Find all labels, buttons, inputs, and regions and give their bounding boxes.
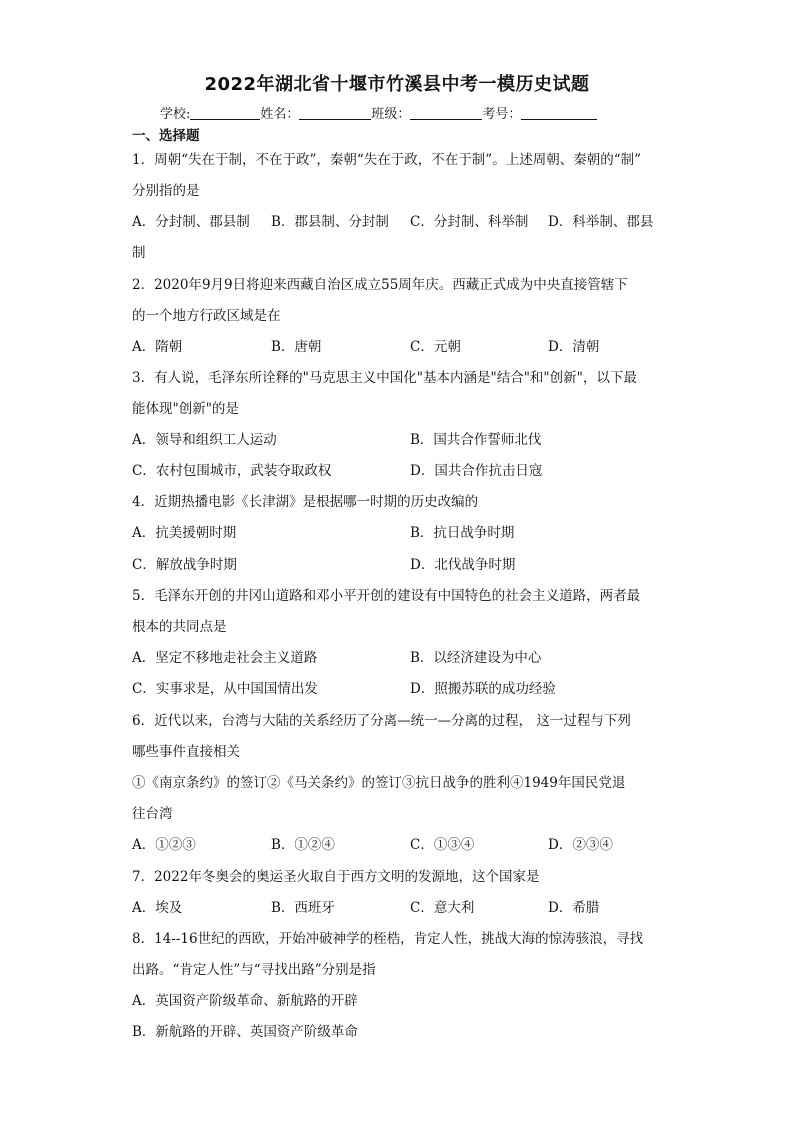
question-2-line-2: 的一个地方行政区域是在 [132, 308, 281, 324]
question-6-option-c: C．①③④ [410, 837, 475, 853]
question-2-line-1: 2．2020年9月9日将迎来西藏自治区成立55周年庆。西藏正式成为中央直接管辖下 [132, 277, 628, 293]
question-3-line-1: 3．有人说，毛泽东所诠释的"马克思主义中国化"基本内涵是"结合"和"创新"，以下最 [132, 370, 637, 386]
question-8-line-2: 出路。“肯定人性”与“寻找出路”分别是指 [132, 962, 376, 978]
question-7-option-b: B．西班牙 [271, 900, 335, 916]
page-title: 2022年湖北省十堰市竹溪县中考一模历史试题 [204, 74, 590, 95]
question-4-option-d: D．北伐战争时期 [410, 557, 516, 573]
question-5-line-2: 根本的共同点是 [132, 619, 227, 635]
exam-number-blank [521, 106, 597, 120]
question-1-option-c: C．分封制、科举制 [410, 214, 529, 230]
question-5-option-b: B．以经济建设为中心 [410, 650, 542, 666]
question-4-line-1: 4．近期热播电影《长津湖》是根据哪一时期的历史改编的 [132, 494, 479, 510]
class-label: 班级： [371, 107, 411, 122]
class-blank [410, 106, 482, 120]
question-7-option-d: D．希腊 [548, 900, 600, 916]
question-4-option-b: B．抗日战争时期 [410, 525, 515, 541]
question-1-option-d: D．科举制、郡县 [548, 214, 654, 230]
question-3-line-2: 能体现"创新"的是 [132, 401, 239, 417]
question-6-line-2: 哪些事件直接相关 [132, 744, 240, 760]
question-8-line-1: 8．14--16世纪的西欧，开始冲破神学的桎梏，肯定人性，挑战大海的惊涛骇浪，寻找 [132, 931, 644, 947]
question-8-option-b: B．新航路的开辟、英国资产阶级革命 [132, 1024, 358, 1040]
section-heading: 一、选择题 [132, 128, 200, 144]
question-4-option-a: A．抗美援朝时期 [132, 525, 237, 541]
question-1-option-b: B．郡县制、分封制 [271, 214, 389, 230]
question-6-line-4: 往台湾 [132, 806, 173, 822]
question-6-option-d: D．②③④ [548, 837, 613, 853]
question-8-option-a: A．英国资产阶级革命、新航路的开辟 [132, 993, 358, 1009]
question-5-option-a: A．坚定不移地走社会主义道路 [132, 650, 318, 666]
question-7-line-1: 7．2022年冬奥会的奥运圣火取自于西方文明的发源地，这个国家是 [132, 869, 540, 885]
question-3-option-d: D．国共合作抗击日寇 [410, 463, 543, 479]
question-2-option-a: A．隋朝 [132, 339, 183, 355]
question-6-option-b: B．①②④ [271, 837, 335, 853]
question-7-option-a: A．埃及 [132, 900, 183, 916]
question-3-option-b: B．国共合作誓师北伐 [410, 432, 542, 448]
question-5-line-1: 5．毛泽东开创的井冈山道路和邓小平开创的建设有中国特色的社会主义道路，两者最 [132, 588, 641, 604]
question-4-option-c: C．解放战争时期 [132, 557, 237, 573]
question-1-option-d-tail: 制 [132, 245, 146, 261]
question-6-line-3: ①《南京条约》的签订②《马关条约》的签订③抗日战争的胜利④1949年国民党退 [132, 775, 626, 791]
question-7-option-c: C．意大利 [410, 900, 475, 916]
student-info-row [160, 103, 597, 122]
question-5-option-c: C．实事求是，从中国国情出发 [132, 681, 318, 697]
question-2-option-b: B．唐朝 [271, 339, 322, 355]
question-1-line-2: 分别指的是 [132, 183, 200, 199]
school-blank [190, 106, 260, 120]
question-6-line-1: 6．近代以来，台湾与大陆的关系经历了分离—统一—分离的过程， 这一过程与下列 [132, 713, 631, 729]
question-2-option-d: D．清朝 [548, 339, 600, 355]
question-3-option-a: A．领导和组织工人运动 [132, 432, 277, 448]
question-3-option-c: C．农村包围城市，武装夺取政权 [132, 463, 332, 479]
school-label: 学校: [160, 107, 191, 122]
question-1-option-a: A．分封制、郡县制 [132, 214, 250, 230]
exam-number-label: 考号： [482, 107, 522, 122]
question-1-line-1: 1．周朝“失在于制，不在于政”，秦朝“失在于政，不在于制”。上述周朝、秦朝的“制” [132, 152, 641, 168]
question-6-option-a: A．①②③ [132, 837, 196, 853]
question-5-option-d: D．照搬苏联的成功经验 [410, 681, 556, 697]
question-2-option-c: C．元朝 [410, 339, 461, 355]
name-blank [299, 106, 371, 120]
name-label: 姓名： [260, 107, 300, 122]
